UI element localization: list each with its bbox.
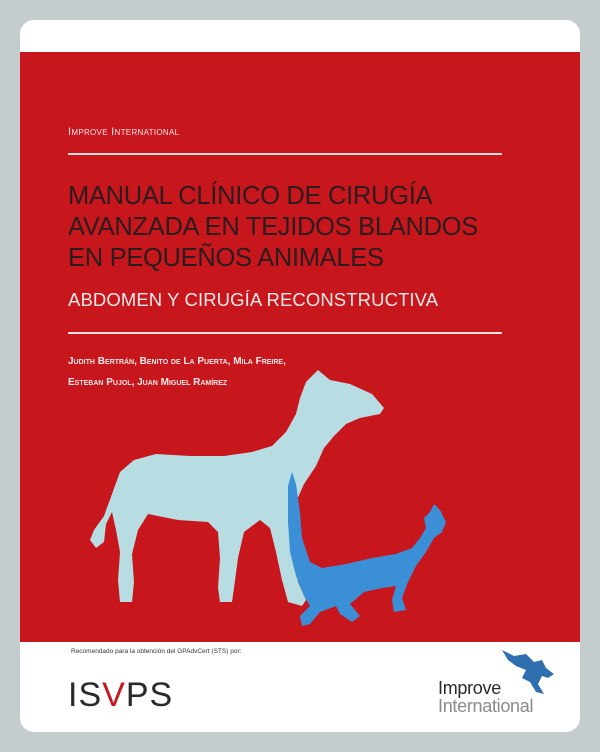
isvps-logo-text: PS [125, 676, 174, 714]
authors-line: Esteban Pujol, Juan Miguel Ramírez [68, 377, 228, 388]
title-line: AVANZADA EN TEJIDOS BLANDOS [68, 213, 478, 241]
dog-and-cat-illustration [20, 362, 580, 642]
improve-logo-line1: Improve [438, 678, 501, 698]
publisher-name: Improve International [68, 126, 180, 138]
top-divider [68, 153, 502, 155]
authors-line: Judith Bertrán, Benito de La Puerta, Mila Freire, [68, 356, 286, 367]
title-line: MANUAL CLÍNICO DE CIRUGÍA [68, 182, 433, 210]
book-cover-card [20, 20, 580, 732]
title-line: EN PEQUEÑOS ANIMALES [68, 244, 384, 272]
isvps-logo [68, 678, 173, 712]
recommended-by-text: Recomendado para la obtención del GPAdvCert (STS) por: [71, 648, 242, 655]
cat-silhouette-icon [288, 472, 446, 626]
improve-international-logo [438, 650, 558, 720]
cover-panel [20, 52, 580, 642]
eagle-icon [498, 648, 558, 698]
bottom-divider [68, 332, 502, 334]
isvps-logo-v: V [102, 676, 126, 714]
book-subtitle: ABDOMEN Y CIRUGÍA RECONSTRUCTIVA [68, 289, 439, 310]
book-title [68, 181, 508, 274]
improve-logo-line2: International [438, 696, 534, 716]
isvps-logo-text: IS [68, 676, 103, 714]
